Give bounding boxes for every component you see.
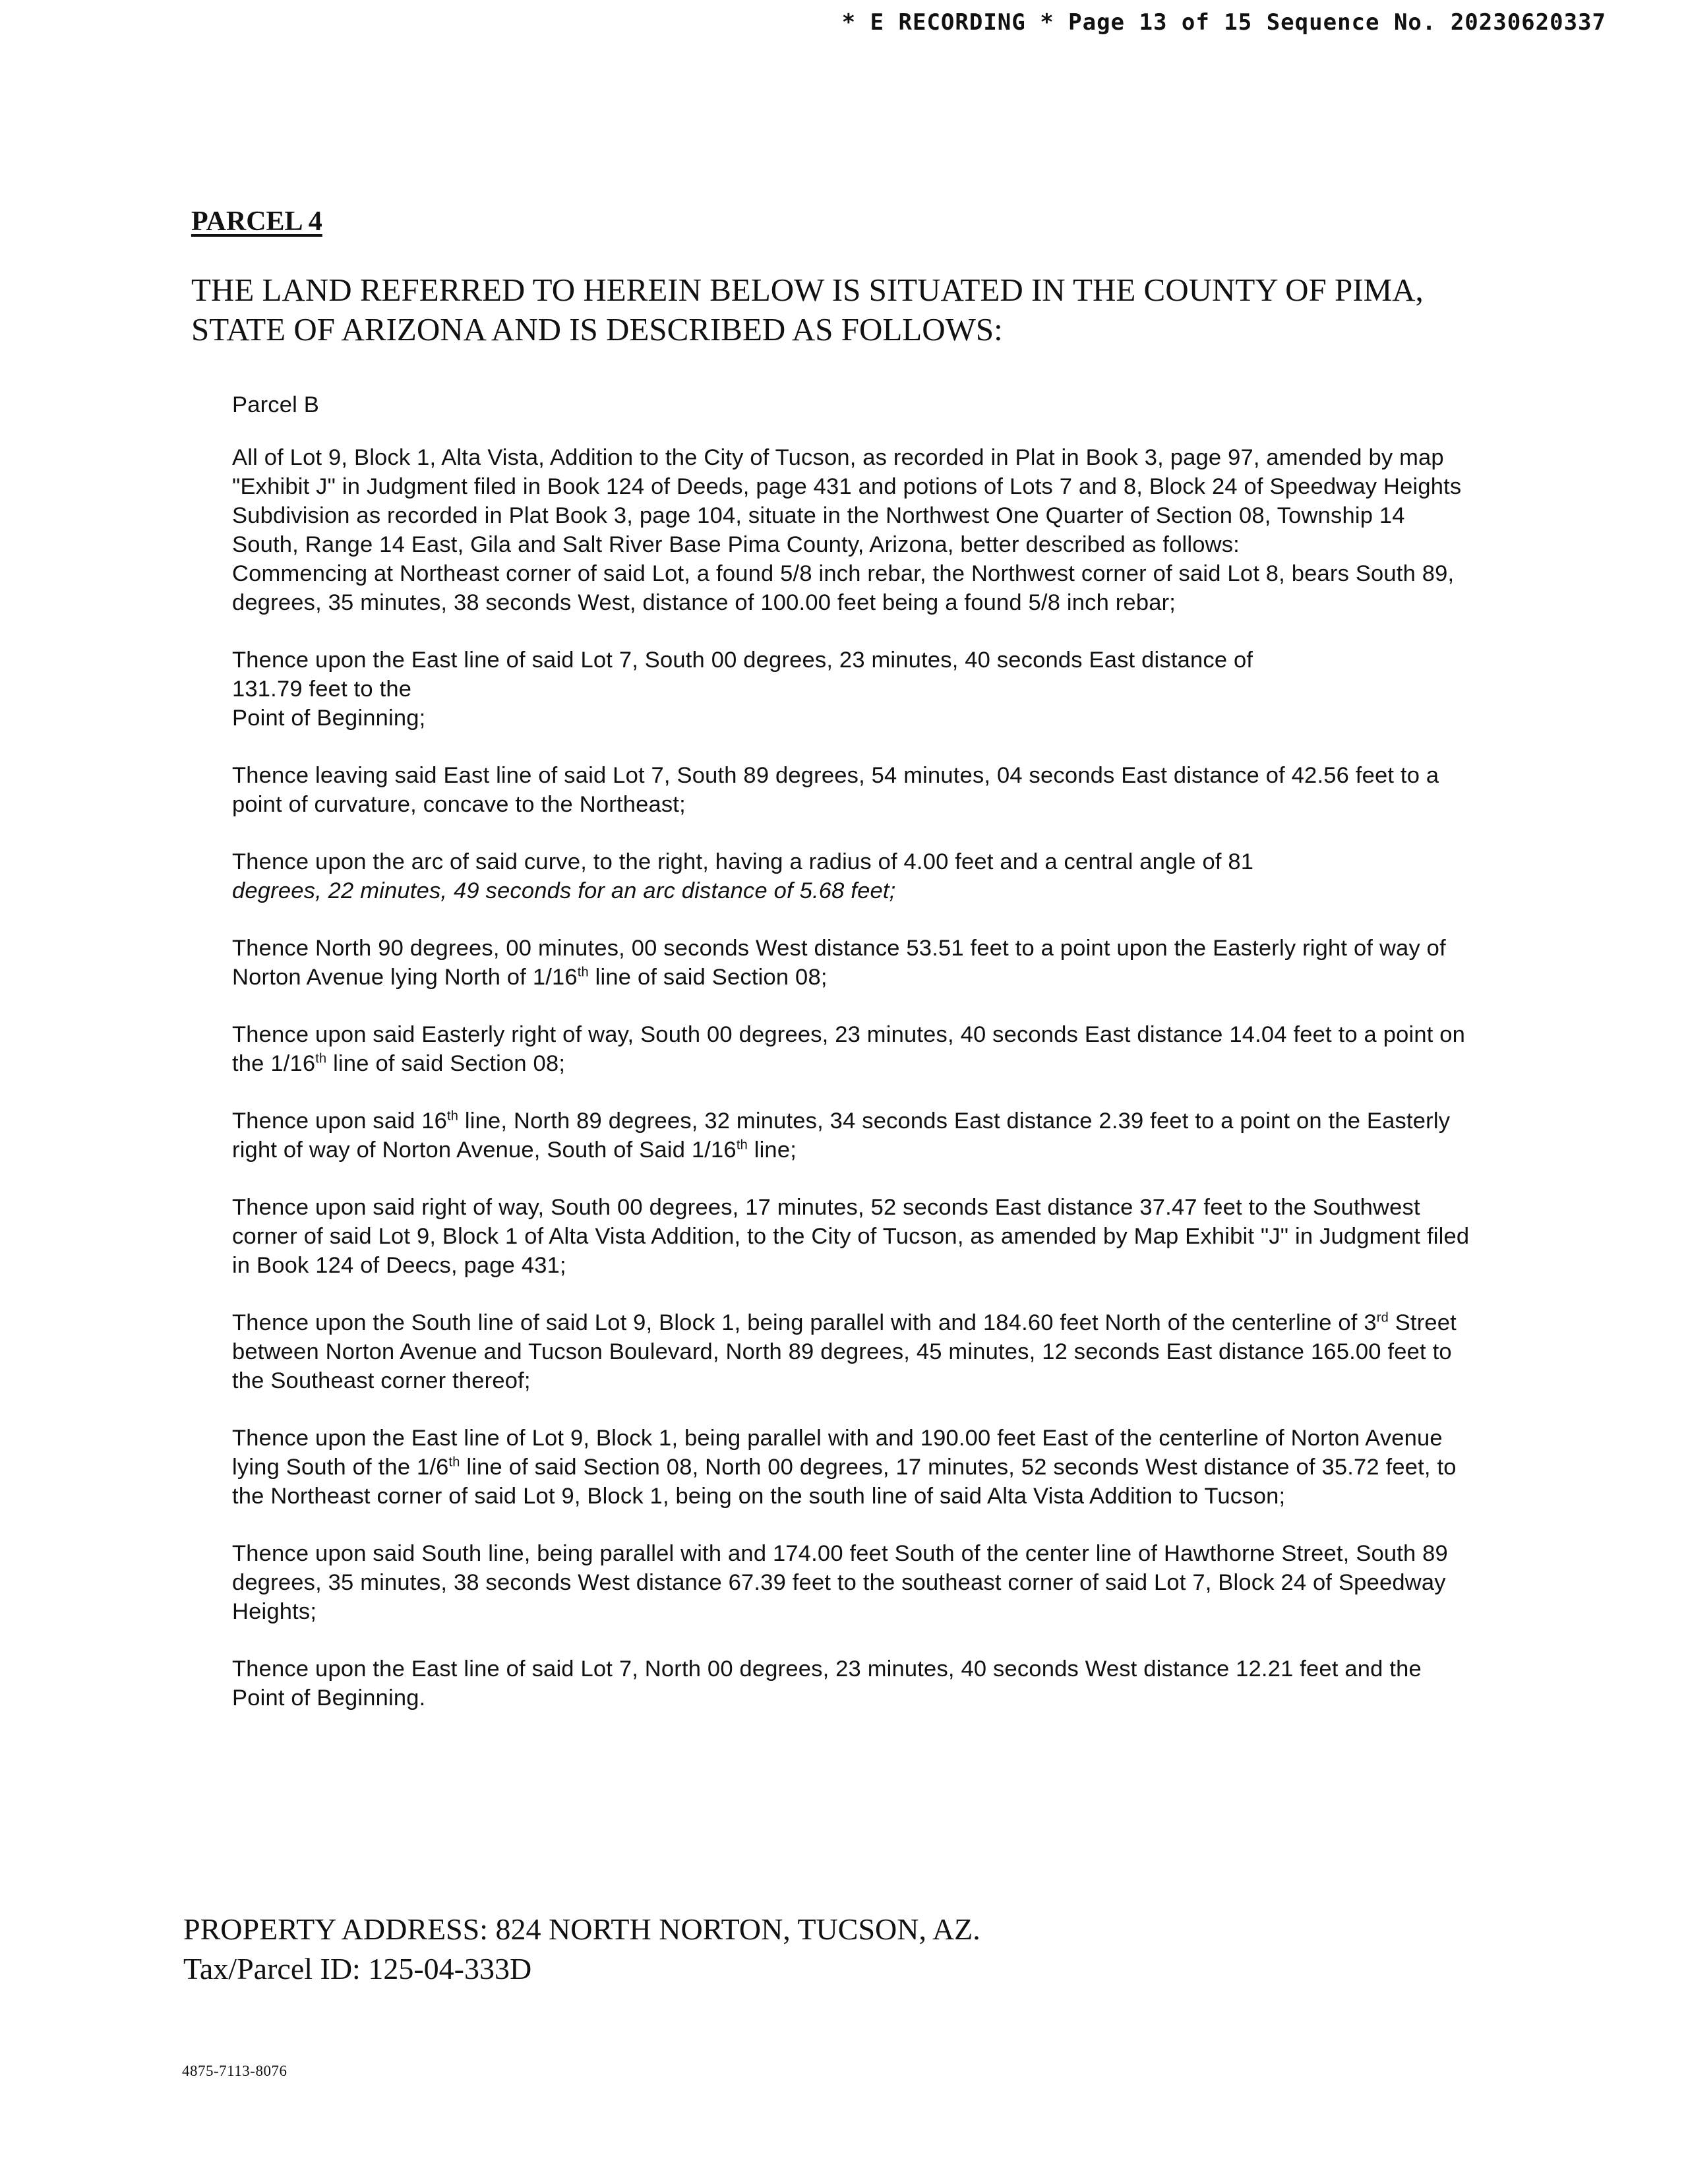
recording-header: * E RECORDING * Page 13 of 15 Sequence No. 20230620337: [841, 9, 1606, 36]
legal-course-4-text-b: line of said Section 08;: [588, 965, 828, 990]
legal-subheading: Parcel B: [232, 392, 319, 417]
document-number: 4875-7113-8076: [182, 2063, 287, 2079]
legal-course-11: Thence upon the East line of said Lot 7, North 00 degrees, 23 minutes, 40 seconds West distance 12.21 feet and the Point of Beginning.: [232, 1656, 1422, 1711]
legal-course-1: [232, 646, 1472, 733]
superscript-rd: rd: [1376, 1310, 1389, 1325]
situated-line-2: STATE OF ARIZONA AND IS DESCRIBED AS FOLLOWS:: [191, 311, 1003, 348]
situated-line-1: THE LAND REFERRED TO HEREIN BELOW IS SITUATED IN THE COUNTY OF PIMA,: [191, 272, 1424, 308]
legal-course-1-line-1: Thence upon the East line of said Lot 7, South 00 degrees, 23 minutes, 40 seconds East distance of: [232, 648, 1253, 673]
legal-course-6-text-c: line;: [747, 1138, 797, 1163]
legal-commencing-paragraph: Commencing at Northeast corner of said Lot, a found 5/8 inch rebar, the Northwest corner of said Lot 8, bears South 89, degrees, 35 minutes, 38 seconds West, distance of 100.00 feet being a found 5/8 inch rebar;: [232, 561, 1455, 615]
parcel-heading: PARCEL 4: [191, 206, 322, 237]
legal-course-8-text-b: Street between Norton Avenue and Tucson Boulevard, North 89 degrees, 45 minutes, 12 seconds East distance 165.00 feet to the Southeast corner thereof;: [232, 1310, 1457, 1393]
legal-course-6-text-a: Thence upon said 16: [232, 1108, 448, 1134]
legal-course-6: [232, 1107, 1472, 1165]
legal-course-8-text-a: Thence upon the South line of said Lot 9, Block 1, being parallel with and 184.60 feet North of the centerline of 3: [232, 1310, 1377, 1335]
legal-course-4: [232, 934, 1472, 992]
property-info: [183, 1910, 980, 1989]
legal-course-5-text-a: Thence upon said Easterly right of way, South 00 degrees, 23 minutes, 40 seconds East distance 14.04 feet to a point on the 1/16: [232, 1022, 1466, 1076]
superscript-th: th: [448, 1455, 460, 1470]
legal-description: [232, 390, 1472, 1741]
legal-course-6-text-b: line, North 89 degrees, 32 minutes, 34 seconds East distance 2.39 feet to a point on the Easterly right of way of Norton Avenue, South of Said 1/16: [232, 1108, 1451, 1163]
legal-course-1-line-2: 131.79 feet to the: [232, 677, 412, 702]
legal-course-2: Thence leaving said East line of said Lot 7, South 89 degrees, 54 minutes, 04 seconds East distance of 42.56 feet to a point of curvature, concave to the Northeast;: [232, 763, 1439, 817]
legal-intro-paragraph: All of Lot 9, Block 1, Alta Vista, Addition to the City of Tucson, as recorded in Plat in Book 3, page 97, amended by map "Exhibit J" in Judgment filed in Book 124 of Deeds, page 431 and potions of Lots 7 and 8, Block 24 of Speedway Heights Subdivision as recorded in Plat Book 3, page 104, situate in the Northwest One Quarter of Section 08, Township 14 South, Range 14 East, Gila and Salt River Base Pima County, Arizona, better described as follows:: [232, 445, 1462, 557]
legal-course-10: Thence upon said South line, being parallel with and 174.00 feet South of the center line of Hawthorne Street, South 89 degrees, 35 minutes, 38 seconds West distance 67.39 feet to the southeast corner of said Lot 7, Block 24 of Speedway Heights;: [232, 1541, 1448, 1624]
superscript-th: th: [736, 1138, 748, 1153]
legal-course-3-text-b: degrees, 22 minutes, 49 seconds for an arc distance of 5.68 feet;: [232, 878, 896, 903]
legal-course-3-text-a: Thence upon the arc of said curve, to the right, having a radius of 4.00 feet and a central angle of 81: [232, 849, 1254, 874]
superscript-th: th: [447, 1108, 459, 1124]
legal-course-1-line-3: Point of Beginning;: [232, 706, 426, 731]
legal-course-5-text-b: line of said Section 08;: [326, 1051, 566, 1076]
legal-course-8: [232, 1308, 1472, 1395]
tax-parcel-id: Tax/Parcel ID: 125-04-333D: [183, 1952, 532, 1986]
situated-statement: [191, 270, 1576, 349]
legal-course-7: Thence upon said right of way, South 00 degrees, 17 minutes, 52 seconds East distance 37.47 feet to the Southwest corner of said Lot 9, Block 1 of Alta Vista Addition, to the City of Tucson, as amended by Map Exhibit "J" in Judgment filed in Book 124 of Deecs, page 431;: [232, 1195, 1470, 1278]
property-address: PROPERTY ADDRESS: 824 NORTH NORTON, TUCSON, AZ.: [183, 1912, 980, 1946]
legal-course-9-text-a: Thence upon the East line of Lot 9, Block 1, being parallel with and 190.00 feet East of the centerline of Norton Avenue lying South of the 1/6: [232, 1426, 1443, 1480]
superscript-th: th: [315, 1051, 327, 1066]
superscript-th: th: [577, 965, 589, 980]
legal-course-9-text-b: line of said Section 08, North 00 degrees, 17 minutes, 52 seconds West distance of 35.72 feet, to the Northeast corner of said Lot 9, Block 1, being on the south line of said Alta Vista Addition to Tucson;: [232, 1455, 1457, 1509]
legal-course-5: [232, 1020, 1472, 1078]
legal-course-3: [232, 847, 1472, 905]
legal-course-4-text-a: Thence North 90 degrees, 00 minutes, 00 seconds West distance 53.51 feet to a point upon the Easterly right of way of Norton Avenue lying North of 1/16: [232, 936, 1446, 990]
legal-course-9: [232, 1424, 1472, 1511]
